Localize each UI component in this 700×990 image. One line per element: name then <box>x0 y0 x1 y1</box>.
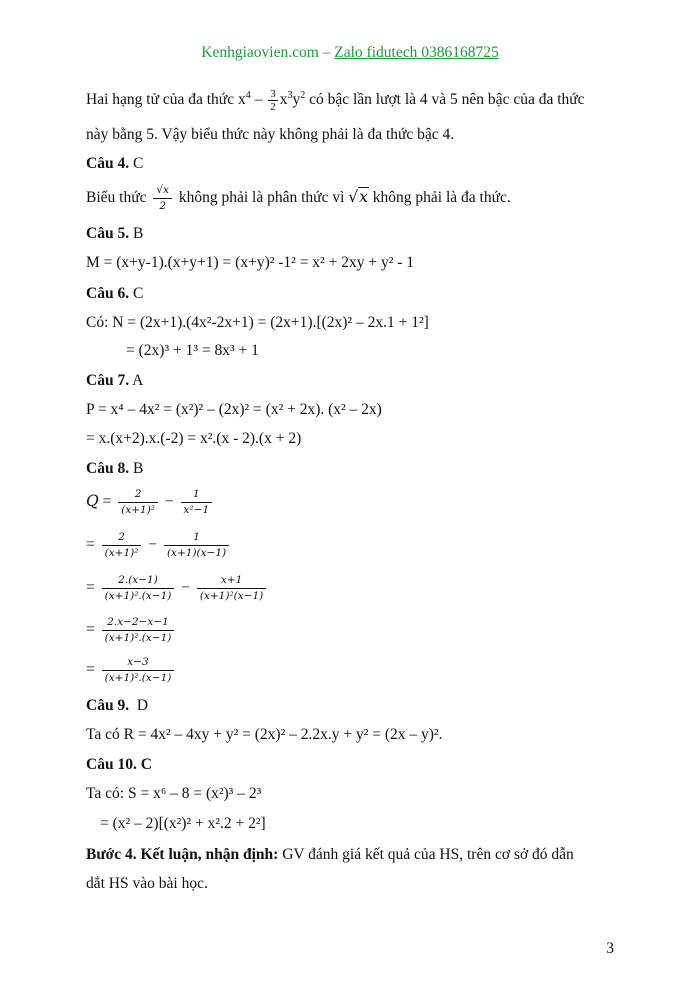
q8-variable: Q <box>86 492 99 511</box>
q8-heading: Câu 8. B <box>86 460 144 477</box>
q8-row-2-frac-b: $\frac{1}{(x+1)(x-1)}$ <box>164 531 229 560</box>
q6-line-2: = (2x)³ + 1³ = 8x³ + 1 <box>126 342 259 359</box>
q5-heading: Câu 5. B <box>86 225 144 242</box>
intro-fraction: $\frac{3}{2}$ <box>270 88 276 113</box>
q4-sqrt: √x <box>348 188 368 207</box>
q8-row-2-frac-a: $\frac{2}{\text{(x+1)²}}$ <box>102 531 142 560</box>
q8-row-4-frac: $\frac{2.x-2-x-1}{\text{(x+1)².(x−1)}}$ <box>102 616 175 645</box>
q4-fraction: $\frac{√x}{2}$ <box>153 184 172 213</box>
step4-line-1: Bước 4. Kết luận, nhận định: GV đánh giá kết quả của HS, trên cơ sở đó dẫn <box>86 846 574 863</box>
q4-text: Biểu thức $\frac{√x}{2}$ không phải là phân thức vì √x không phải là đa thức. <box>86 184 511 212</box>
q9-heading: Câu 9. D <box>86 697 149 714</box>
intro-line-2: này bằng 5. Vậy biểu thức này không phải là đa thức bậc 4. <box>86 126 455 143</box>
q10-line-1: Ta có: S = x⁶ – 8 = (x²)³ – 2³ <box>86 785 262 802</box>
q8-row-1-frac-b: $\frac{1}{\text{x²−1}}$ <box>181 488 213 517</box>
site-name: Kenhgiaovien.com <box>201 44 319 61</box>
q8-row-5: = $\frac{x-3}{\text{(x+1)².(x−1)}}$ <box>86 656 177 685</box>
page-number: 3 <box>606 940 614 957</box>
q7-heading: Câu 7. A <box>86 372 144 389</box>
q10-line-2: = (x² – 2)[(x²)² + x².2 + 2²] <box>100 815 266 832</box>
intro-text-c: x <box>279 91 288 109</box>
q9-equation: Ta có R = 4x² – 4xy + y² = (2x)² – 2.2x.y + y² = (2x – y)². <box>86 726 443 743</box>
intro-line-1: Hai hạng tử của đa thức $x^4$ – $\frac{3}{2}$ $x^3y^2$ có bậc lần lượt là 4 và 5 nên bậc của đa thức <box>86 88 585 113</box>
intro-text-a: Hai hạng tử của đa thức x <box>86 91 246 109</box>
q6-heading: Câu 6. C <box>86 285 144 302</box>
intro-text-d: y <box>292 91 301 109</box>
q8-row-1: Q = $\frac{2}{\text{(x+1)²}}$ − $\frac{1}{\text{x²−1}}$ <box>86 488 215 517</box>
q10-heading: Câu 10. C <box>86 756 152 773</box>
intro-text-e: có bậc lần lượt là 4 và 5 nên bậc của đa thức <box>305 91 585 109</box>
q8-row-5-frac: $\frac{x-3}{\text{(x+1)².(x−1)}}$ <box>102 656 175 685</box>
q8-row-3-frac-b: $\frac{x+1}{\text{(x+1)²(x−1)}}$ <box>197 574 266 603</box>
page-header <box>0 44 700 62</box>
contact-link[interactable]: Zalo fidutech 0386168725 <box>334 44 499 61</box>
q8-row-3-frac-a: $\frac{2.(x-1)}{\text{(x+1)².(x−1)}}$ <box>102 574 175 603</box>
q8-row-4: = $\frac{2.x-2-x-1}{\text{(x+1)².(x−1)}}$ <box>86 616 177 645</box>
q7-line-1: P = x⁴ – 4x² = (x²)² – (2x)² = (x² + 2x). (x² – 2x) <box>86 401 382 418</box>
q6-line-1: Có: N = (2x+1).(4x²-2x+1) = (2x+1).[(2x)² – 2x.1 + 1²] <box>86 314 429 331</box>
q8-row-2: = $\frac{2}{\text{(x+1)²}}$ − $\frac{1}{(x+1)(x-1)}$ <box>86 531 232 560</box>
intro-text-b: – <box>250 91 267 109</box>
q7-line-2: = x.(x+2).x.(-2) = x².(x - 2).(x + 2) <box>86 430 302 447</box>
q8-row-3: = $\frac{2.(x-1)}{\text{(x+1)².(x−1)}}$ − $\frac{x+1}{\text{(x+1)²(x−1)}}$ <box>86 574 269 603</box>
step4-line-2: dắt HS vào bài học. <box>86 875 208 892</box>
q5-equation: M = (x+y-1).(x+y+1) = (x+y)² -1² = x² + 2xy + y² - 1 <box>86 254 414 271</box>
q4-heading: Câu 4. C <box>86 155 144 172</box>
q8-row-1-frac-a: $\frac{2}{\text{(x+1)²}}$ <box>118 488 158 517</box>
header-separator: – <box>322 44 331 61</box>
